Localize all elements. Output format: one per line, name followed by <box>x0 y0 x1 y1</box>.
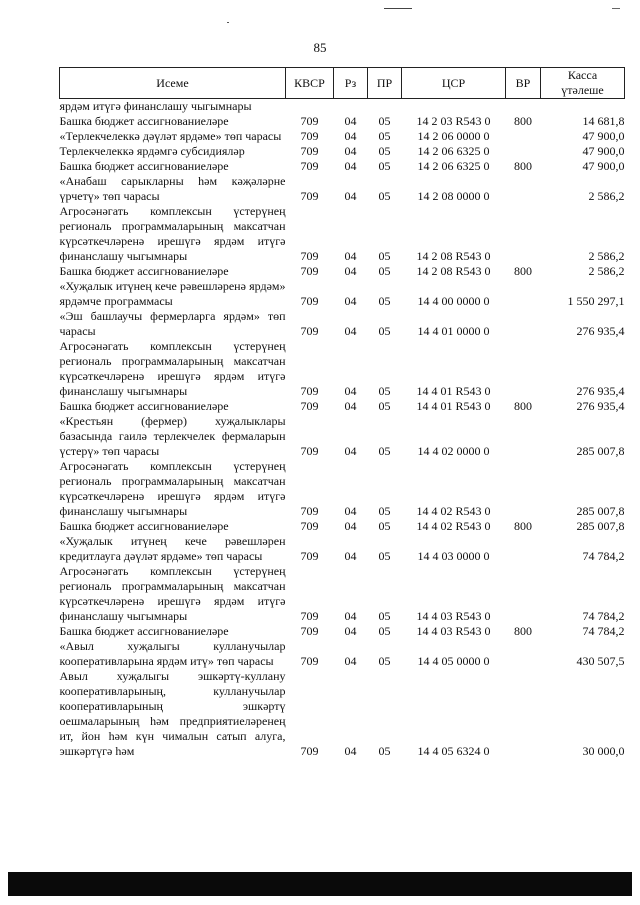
row-csr: 14 4 02 0000 0 <box>417 444 490 458</box>
table-row <box>60 204 625 264</box>
table-row <box>60 264 625 279</box>
row-csr: 14 2 08 R543 0 <box>416 264 491 278</box>
table-row <box>60 624 625 639</box>
row-rz: 04 <box>344 114 357 128</box>
row-csr: 14 2 08 R543 0 <box>416 249 491 263</box>
table-row <box>60 399 625 414</box>
row-vr <box>506 669 541 759</box>
row-kvsr: 709 <box>300 129 319 143</box>
row-kvsr: 709 <box>300 519 319 533</box>
row-rz: 04 <box>344 609 357 623</box>
row-amount: 14 681,8 <box>582 114 625 128</box>
scan-bottom-bar <box>8 872 632 896</box>
row-rz: 04 <box>344 384 357 398</box>
row-rz: 04 <box>344 264 357 278</box>
row-vr: 800 <box>514 114 532 128</box>
row-vr <box>506 639 541 669</box>
row-name: Башка бюджет ассигнованиеләре <box>59 624 229 638</box>
row-kvsr: 709 <box>300 609 319 623</box>
row-vr <box>506 204 541 264</box>
row-pr: 05 <box>378 744 391 758</box>
row-kvsr: 709 <box>300 324 319 338</box>
continuation-row <box>60 99 625 115</box>
row-name: «Авыл хуҗалыгы кулланучылар кооперативларына ярдәм итү» төп чарасы <box>59 639 286 668</box>
table-row <box>60 159 625 174</box>
row-pr: 05 <box>378 114 391 128</box>
row-rz: 04 <box>344 549 357 563</box>
header-amount-line2: үтәлеше <box>561 83 604 97</box>
row-kvsr: 709 <box>300 549 319 563</box>
row-kvsr: 709 <box>300 114 319 128</box>
row-pr: 05 <box>378 444 391 458</box>
row-amount: 74 784,2 <box>582 609 625 623</box>
row-name: Башка бюджет ассигнованиеләре <box>59 114 229 128</box>
header-rz: Рз <box>334 68 368 99</box>
row-rz: 04 <box>344 129 357 143</box>
row-vr <box>506 129 541 144</box>
table-row <box>60 534 625 564</box>
row-name: «Анабаш сарыкларны һәм кәҗәләрне үрчетү» төп чарасы <box>59 174 286 203</box>
row-name: Башка бюджет ассигнованиеләре <box>59 264 229 278</box>
row-pr: 05 <box>378 384 391 398</box>
row-kvsr: 709 <box>300 654 319 668</box>
row-name: Терлекчелеккә ярдәмгә субсидияләр <box>59 144 245 158</box>
table-row <box>60 564 625 624</box>
row-csr: 14 4 01 R543 0 <box>416 399 491 413</box>
row-csr: 14 4 05 0000 0 <box>417 654 490 668</box>
row-pr: 05 <box>378 189 391 203</box>
row-vr <box>506 339 541 399</box>
row-kvsr: 709 <box>300 249 319 263</box>
scan-mark-right <box>612 8 620 9</box>
row-amount: 74 784,2 <box>582 549 625 563</box>
row-amount: 285 007,8 <box>576 444 625 458</box>
row-rz: 04 <box>344 654 357 668</box>
row-rz: 04 <box>344 399 357 413</box>
row-csr: 14 2 06 6325 0 <box>417 159 490 173</box>
row-name: Башка бюджет ассигнованиеләре <box>59 399 229 413</box>
row-pr: 05 <box>378 129 391 143</box>
row-pr: 05 <box>378 159 391 173</box>
budget-table <box>59 67 625 759</box>
row-vr <box>506 174 541 204</box>
row-pr: 05 <box>378 624 391 638</box>
row-csr: 14 4 03 0000 0 <box>417 549 490 563</box>
row-amount: 47 900,0 <box>582 129 625 143</box>
table-row <box>60 144 625 159</box>
row-amount: 276 935,4 <box>576 399 625 413</box>
scan-mark-dot <box>227 22 229 23</box>
row-kvsr: 709 <box>300 624 319 638</box>
table-row <box>60 129 625 144</box>
table-row <box>60 414 625 459</box>
header-vr: ВР <box>506 68 541 99</box>
row-vr: 800 <box>514 519 532 533</box>
row-vr: 800 <box>514 159 532 173</box>
row-name: «Терлекчелеккә дәүләт ярдәме» төп чарасы <box>59 129 282 143</box>
row-kvsr: 709 <box>300 294 319 308</box>
row-pr: 05 <box>378 144 391 158</box>
row-csr: 14 4 02 R543 0 <box>416 504 491 518</box>
row-kvsr: 709 <box>300 504 319 518</box>
row-rz: 04 <box>344 189 357 203</box>
row-amount: 74 784,2 <box>582 624 625 638</box>
table-row <box>60 309 625 339</box>
row-name: «Крестьян (фермер) хуҗалыклары базасында гаилә терлекчелек фермаларын үстерү» төп чарасы <box>59 414 286 458</box>
row-pr: 05 <box>378 549 391 563</box>
row-amount: 2 586,2 <box>588 264 625 278</box>
row-amount: 47 900,0 <box>582 144 625 158</box>
table-header-row <box>60 68 625 99</box>
table-row <box>60 279 625 309</box>
table-row <box>60 339 625 399</box>
row-vr <box>506 459 541 519</box>
table-row <box>60 639 625 669</box>
row-vr <box>506 309 541 339</box>
row-name: Башка бюджет ассигнованиеләре <box>59 159 229 173</box>
row-amount: 2 586,2 <box>588 189 625 203</box>
continuation-text: ярдәм итүгә финанслашу чыгымнары <box>59 99 252 113</box>
row-name: «Хуҗалык итүнең кече рәвешләренә ярдәм» ярдәмче программасы <box>59 279 286 308</box>
table-row <box>60 669 625 759</box>
row-pr: 05 <box>378 294 391 308</box>
row-kvsr: 709 <box>300 399 319 413</box>
row-rz: 04 <box>344 519 357 533</box>
row-rz: 04 <box>344 144 357 158</box>
scan-mark-top <box>384 8 412 9</box>
row-vr <box>506 414 541 459</box>
row-name: Авыл хуҗалыгы эшкәртү-куллану кооперативларының, кулланучылар кооперативларының эшкәртү оешмаларының һәм предприятиеләренең ит, йон һәм күн чималын сатып алуга, эшкәртүгә һәм <box>59 669 286 758</box>
row-amount: 47 900,0 <box>582 159 625 173</box>
row-vr: 800 <box>514 264 532 278</box>
row-csr: 14 4 03 R543 0 <box>416 609 491 623</box>
row-name: Башка бюджет ассигнованиеләре <box>59 519 229 533</box>
header-csr: ЦСР <box>402 68 506 99</box>
row-pr: 05 <box>378 249 391 263</box>
row-name: Агросәнәгать комплексын үстерүнең региональ программаларының максатчан күрсәткечләренә ирешүгә ярдәм итүгә финанслашу чыгымнары <box>59 204 286 263</box>
row-kvsr: 709 <box>300 144 319 158</box>
row-name: «Хуҗалык итүнең кече рәвешләрен кредитлауга дәүләт ярдәме» төп чарасы <box>59 534 286 563</box>
page-number: 85 <box>313 40 327 55</box>
row-csr: 14 2 08 0000 0 <box>417 189 490 203</box>
row-kvsr: 709 <box>300 744 319 758</box>
header-amount-line1: Касса <box>567 68 598 82</box>
row-kvsr: 709 <box>300 444 319 458</box>
row-csr: 14 2 06 6325 0 <box>417 144 490 158</box>
row-vr <box>506 144 541 159</box>
row-pr: 05 <box>378 399 391 413</box>
header-kvsr: КВСР <box>286 68 334 99</box>
row-rz: 04 <box>344 159 357 173</box>
table-row <box>60 114 625 129</box>
row-pr: 05 <box>378 519 391 533</box>
row-pr: 05 <box>378 654 391 668</box>
row-kvsr: 709 <box>300 159 319 173</box>
row-vr <box>506 534 541 564</box>
row-amount: 30 000,0 <box>582 744 625 758</box>
row-rz: 04 <box>344 624 357 638</box>
row-pr: 05 <box>378 324 391 338</box>
row-pr: 05 <box>378 504 391 518</box>
row-vr <box>506 564 541 624</box>
row-name: Агросәнәгать комплексын үстерүнең региональ программаларының максатчан күрсәткечләренә ирешүгә ярдәм итүгә финанслашу чыгымнары <box>59 564 286 623</box>
row-rz: 04 <box>344 294 357 308</box>
row-rz: 04 <box>344 324 357 338</box>
table-row <box>60 519 625 534</box>
header-pr: ПР <box>368 68 402 99</box>
row-csr: 14 2 03 R543 0 <box>416 114 491 128</box>
row-kvsr: 709 <box>300 189 319 203</box>
header-amount <box>541 68 625 99</box>
table-row <box>60 459 625 519</box>
row-vr <box>506 279 541 309</box>
row-rz: 04 <box>344 504 357 518</box>
header-name: Исеме <box>60 68 286 99</box>
row-vr: 800 <box>514 399 532 413</box>
row-amount: 430 507,5 <box>576 654 625 668</box>
row-rz: 04 <box>344 744 357 758</box>
row-name: Агросәнәгать комплексын үстерүнең региональ программаларының максатчан күрсәткечләренә ирешүгә ярдәм итүгә финанслашу чыгымнары <box>59 339 286 398</box>
row-vr: 800 <box>514 624 532 638</box>
row-amount: 285 007,8 <box>576 504 625 518</box>
row-amount: 276 935,4 <box>576 384 625 398</box>
row-csr: 14 4 01 R543 0 <box>416 384 491 398</box>
row-csr: 14 4 03 R543 0 <box>416 624 491 638</box>
row-amount: 276 935,4 <box>576 324 625 338</box>
table-row <box>60 174 625 204</box>
row-csr: 14 2 06 0000 0 <box>417 129 490 143</box>
row-csr: 14 4 00 0000 0 <box>417 294 490 308</box>
row-csr: 14 4 02 R543 0 <box>416 519 491 533</box>
row-name: Агросәнәгать комплексын үстерүнең региональ программаларының максатчан күрсәткечләренә ирешүгә ярдәм итүгә финанслашу чыгымнары <box>59 459 286 518</box>
row-amount: 2 586,2 <box>588 249 625 263</box>
row-name: «Эш башлаучы фермерларга ярдәм» төп чарасы <box>59 309 286 338</box>
row-csr: 14 4 05 6324 0 <box>417 744 490 758</box>
row-amount: 285 007,8 <box>576 519 625 533</box>
row-rz: 04 <box>344 444 357 458</box>
row-amount: 1 550 297,1 <box>567 294 625 308</box>
row-pr: 05 <box>378 609 391 623</box>
row-csr: 14 4 01 0000 0 <box>417 324 490 338</box>
row-kvsr: 709 <box>300 384 319 398</box>
row-rz: 04 <box>344 249 357 263</box>
row-kvsr: 709 <box>300 264 319 278</box>
row-pr: 05 <box>378 264 391 278</box>
